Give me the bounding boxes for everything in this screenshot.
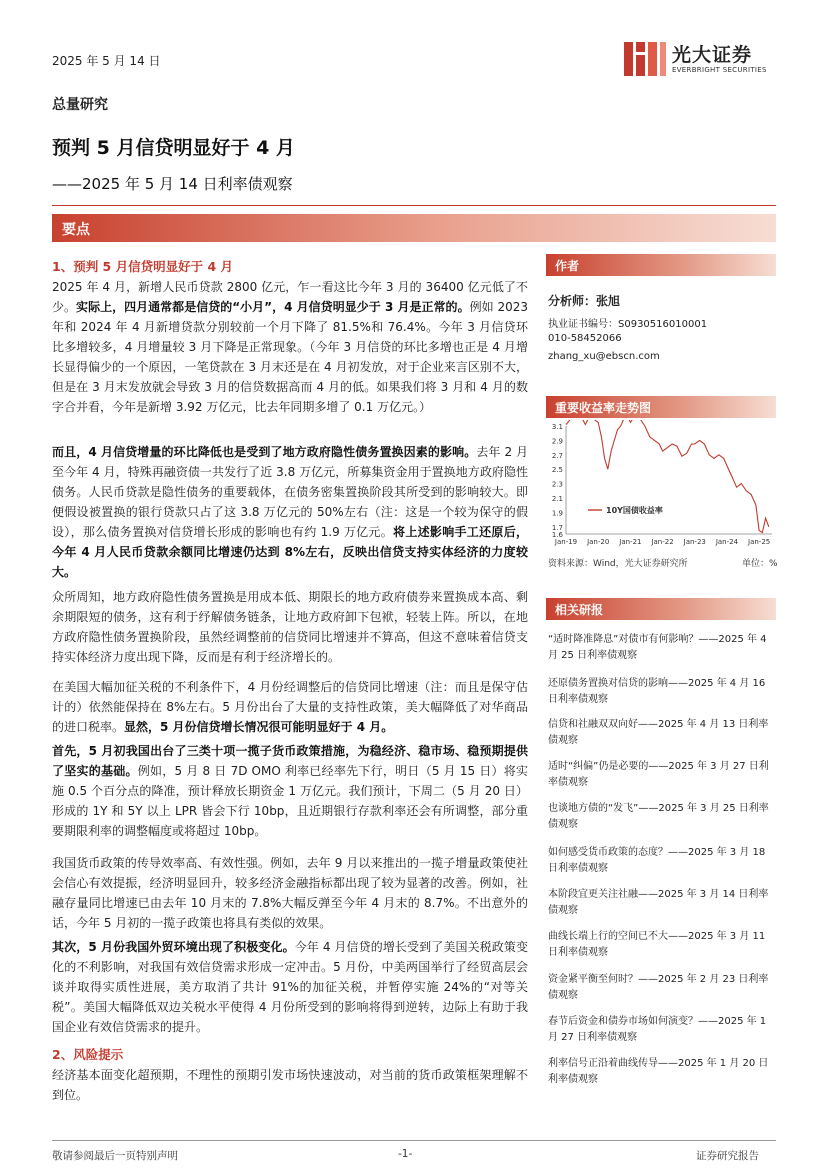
related-report-link[interactable]: 还原债务置换对信贷的影响——2025 年 4 月 16 日利率债观察 <box>548 678 766 705</box>
y-tick-label: 2.5 <box>551 466 563 475</box>
x-tick-label: Jan-21 <box>619 538 642 546</box>
logo-text: 光大证券 <box>672 44 753 66</box>
bold-run: 其次，5 月份我国外贸环境出现了积极变化。 <box>52 940 295 954</box>
bold-run: 首先，5 月初我国出台了三类十项一揽子货币政策措施，为稳经济、稳市场、稳预期提供了坚实的基础。 <box>52 744 528 778</box>
footer-disclaimer[interactable]: 敬请参阅最后一页特别声明 <box>52 1150 178 1162</box>
risk-paragraph: 经济基本面变化超预期，不理性的预期引发市场快速波动，对当前的货币政策框架理解不到位。 <box>52 1068 528 1102</box>
text-run: 我国货币政策的传导效率高、有效性强。例如，去年 9 月以来推出的一揽子增量政策使社会信心有效提振，经济明显回升，较多经济金融指标都出现了较为显著的改善。例如，社融存量同比增速已由去年 10 月末的 7.8%大幅反弹至今年 4 月末的 8.7%。不出意外的话，今年 5 月初的一揽子政策也将具有类似的效果。 <box>52 856 528 930</box>
report-title: 预判 5 月信贷明显好于 4 月 <box>52 137 295 159</box>
author-label: 作者 <box>555 259 580 273</box>
y-tick-label: 2.9 <box>551 437 563 446</box>
bold-run: 显然，5 月份信贷增长情况很可能明显好于 4 月。 <box>124 720 394 734</box>
x-tick-label: Jan-23 <box>683 538 706 546</box>
bold-run: 将上述影响手工还原后，今年 4 月人民币贷款余额同比增速仍达到 8%左右，反映出信贷支持实体经济的力度较大。 <box>52 525 528 579</box>
y-tick-label: 3.1 <box>551 423 563 431</box>
y-tick-label: 2.7 <box>551 451 563 460</box>
related-report-link[interactable]: “适时降准降息”对债市有何影响？——2025 年 4 月 25 日利率债观察 <box>548 634 767 661</box>
report-date: 2025 年 5 月 14 日 <box>52 54 161 68</box>
report-subtitle: ——2025 年 5 月 14 日利率债观察 <box>52 175 293 193</box>
analyst-name: 分析师：张旭 <box>548 294 621 308</box>
chart-banner <box>546 396 776 418</box>
x-tick-label: Jan-19 <box>554 538 578 546</box>
related-report-link[interactable]: 本阶段宜更关注社融——2025 年 3 月 14 日利率债观察 <box>548 889 769 916</box>
x-tick-label: Jan-22 <box>651 538 674 546</box>
related-label: 相关研报 <box>555 603 604 617</box>
text-run: 例如 2023 年和 2024 年 4 月新增贷款分别较前一个月下降了 81.5%和 76.4%。今年 3 月信贷环比多增较多，4 月增量较 3 月下降是正常现象。（今年 3 月信贷的环比多增也正是 4 月增长显得偏少的一个原因，一笔贷款在 3 月末还是在 4 月初发放，对于企业来言区别不大，但是在 3 月末发放就会导致 3 月的信贷数据高而 4 月的低。如果我们将 3 月和 4 月的数字合并看，今年是新增 3.92 万亿元，比去年同期多增了 0.1 万亿元。） <box>52 300 528 414</box>
series-line <box>566 420 769 533</box>
related-banner <box>546 598 776 620</box>
y-tick-label: 1.9 <box>551 509 563 518</box>
y-tick-label: 2.3 <box>551 480 563 489</box>
footer-divider <box>52 1140 776 1141</box>
chart-unit: 单位：% <box>742 559 778 569</box>
text-run: 去年 2 月至今年 4 月，特殊再融资债一共发行了近 3.8 万亿元，所募集资金用于置换地方政府隐性债务。人民币贷款是隐性债务的重要载体，在债务密集置换阶段其所受到的影响较大。即便假设被置换的银行贷款只占了这 3.8 万亿元的 50%左右（注：这是一个较为保守的假设），那么债务置换对信贷增长形成的影响也有约 1.9 万亿元。 <box>52 445 529 539</box>
related-report-link[interactable]: 资金紧平衡至何时？——2025 年 2 月 23 日利率债观察 <box>548 974 769 1001</box>
author-banner <box>546 254 776 276</box>
x-tick-label: Jan-20 <box>587 538 610 546</box>
related-report-link[interactable]: 也谈地方债的“发飞”——2025 年 3 月 25 日利率债观察 <box>548 803 769 830</box>
related-report-link[interactable]: 如何感受货币政策的态度？——2025 年 3 月 18 日利率债观察 <box>548 847 766 874</box>
x-tick-label: Jan-24 <box>715 538 739 546</box>
y-tick-label: 1.6 <box>551 531 563 539</box>
text-run: 例如，5 月 8 日 7D OMO 利率已经率先下行，明日（5 月 15 日）将实施 0.5 个百分点的降准，预计释放长期资金 1 万亿元。我们预计，下周二（5 月 20 日）形成的 1Y 和 5Y 以上 LPR 皆会下行 10bp，且近期银行存款利率还会有所调整，部分重要期限利率的调整幅度或将超过 10bp。 <box>52 764 528 838</box>
analyst-license: 执业证书编号：S0930516010001 <box>548 319 708 330</box>
body-paragraph <box>52 677 528 737</box>
analyst-email[interactable]: zhang_xu@ebscn.com <box>548 351 660 362</box>
related-report-link[interactable]: 春节后资金和债券市场如何演变？——2025 年 1 月 27 日利率债观察 <box>548 1016 767 1043</box>
section-heading-2: 2、风险提示 <box>52 1047 124 1062</box>
x-tick-label: Jan-25 <box>748 538 771 546</box>
page-number: -1- <box>398 1148 413 1160</box>
body-paragraph <box>52 277 528 417</box>
logo-subtext: EVERBRIGHT SECURITIES <box>672 66 767 74</box>
legend-label: 10Y国债收益率 <box>606 506 663 515</box>
footer-report-type: 证券研究报告 <box>696 1150 759 1162</box>
text-run: 今年 4 月信贷的增长受到了美国关税政策变化的不利影响，对我国有效信贷需求形成一定冲击。5 月份，中美两国举行了经贸高层会谈并取得实质性进展，美方取消了共计 91%的加征关税，并暂停实施 24%的“对等关税”。美国大幅降低双边关税水平使得 4 月份所受到的影响将得到逆转，边际上有助于我国企业有效信贷需求的提升。 <box>52 940 529 1034</box>
text-run: 在美国大幅加征关税的不利条件下，4 月份经调整后的信贷同比增速（注：而且是保守估计的）依然能保持在 8%左右。5 月份出台了大量的支持性政策，美大幅降低了对华商品的进口税率。 <box>52 680 528 734</box>
y-tick-label: 1.7 <box>551 523 563 532</box>
text-run: 2025 年 4 月，新增人民币贷款 2800 亿元，乍一看这比今年 3 月的 36400 亿元低了不少。 <box>52 280 528 314</box>
body-paragraph <box>52 937 528 1037</box>
related-report-link[interactable]: 利率信号正沿着曲线传导——2025 年 1 月 20 日利率债观察 <box>548 1058 769 1085</box>
analyst-phone: 010-58452066 <box>548 333 622 344</box>
body-paragraph <box>52 587 528 667</box>
body-paragraph <box>52 853 528 933</box>
y-tick-label: 2.1 <box>551 495 563 503</box>
related-report-link[interactable]: 信贷和社融双双向好——2025 年 4 月 13 日利率债观察 <box>548 719 769 746</box>
section-heading-1: 1、预判 5 月信贷明显好于 4 月 <box>52 259 234 274</box>
bold-run: 而且，4 月信贷增量的环比降低也是受到了地方政府隐性债务置换因素的影响。 <box>52 445 477 459</box>
title-divider <box>52 205 776 206</box>
chart-source: 资料来源：Wind，光大证券研究所 <box>548 559 688 569</box>
bold-run: 实际上，四月通常都是信贷的“小月”，4 月信贷明显少于 3 月是正常的。 <box>76 300 470 314</box>
keypoints-label: 要点 <box>62 222 90 238</box>
related-report-link[interactable]: 曲线长端上行的空间已不大——2025 年 3 月 11 日利率债观察 <box>548 931 766 958</box>
report-category: 总量研究 <box>52 97 108 113</box>
body-paragraph <box>52 741 528 841</box>
keypoints-banner <box>52 214 776 242</box>
yield-chart <box>546 420 778 552</box>
body-paragraph <box>52 442 528 582</box>
related-report-link[interactable]: 适时“纠偏”仍是必要的——2025 年 3 月 27 日利率债观察 <box>548 761 769 788</box>
chart-label: 重要收益率走势图 <box>555 401 652 415</box>
text-run: 众所周知，地方政府隐性债务置换是用成本低、期限长的地方政府债券来置换成本高、剩余期限短的债务，这有利于纾解债务链条，让地方政府卸下包袱，轻装上阵。所以，在地方政府隐性债务置换阶段，虽然经调整前的信贷同比增速并不算高，但这不意味着信贷支持实体经济力度出现下降，反而是有利于经济增长的。 <box>52 590 528 664</box>
